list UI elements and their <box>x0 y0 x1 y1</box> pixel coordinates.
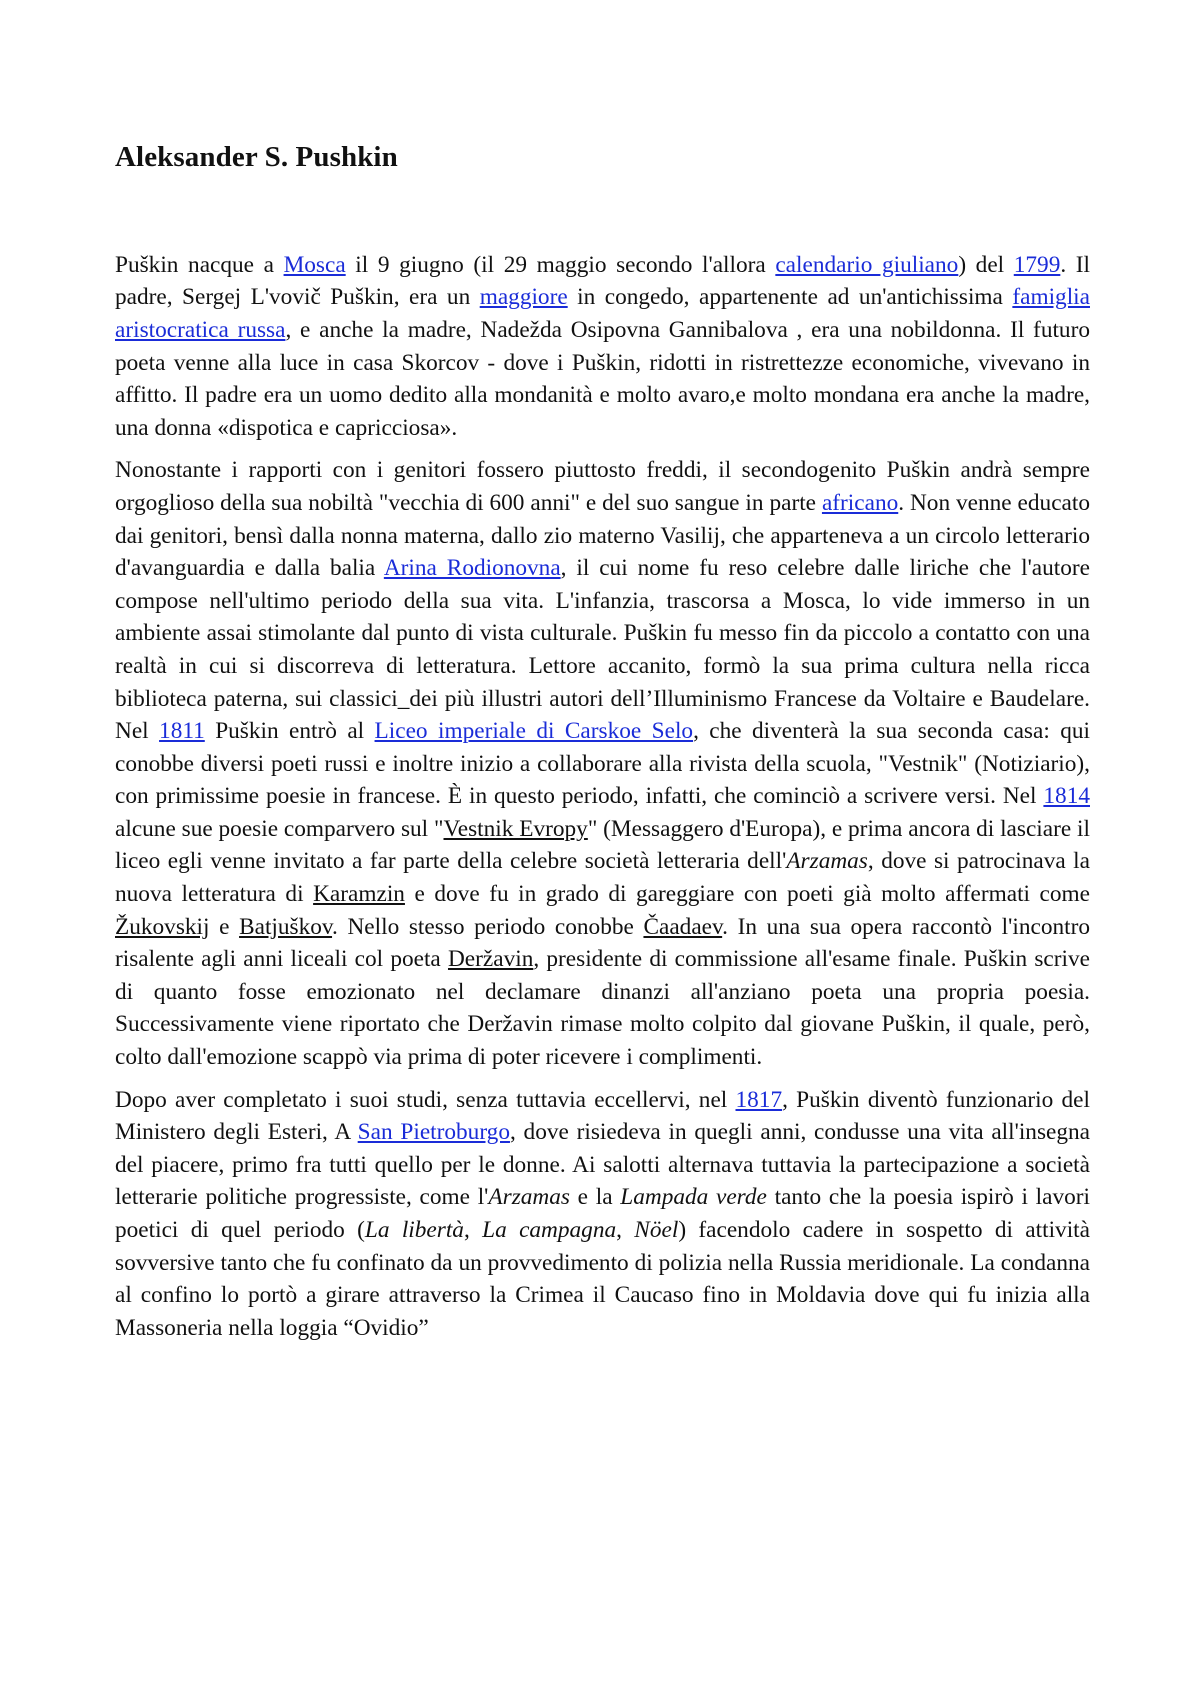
text-run: , il cui nome fu reso celebre dalle liriche che l'autore compose nell'ultimo periodo della sua vita. L'infanzia, trascorsa a Mosca, lo vide immerso in un ambiente assai stimolante dal punto di vista culturale. Puškin fu messo fin da piccolo a contatto con una realtà in cui si discorreva di letteratura. Lettore accanito, formò la sua prima cultura nella ricca biblioteca paterna, sui classici_dei più illustri autori dell’Illuminismo Francese da Voltaire e Baudelare. Nel <box>115 555 1090 745</box>
link-batjuskov[interactable]: Batjuškov <box>239 913 333 940</box>
document-page <box>115 140 1090 1354</box>
text-run: , Puškin diventò funzionario del Ministero degli Esteri, A <box>115 1086 1090 1146</box>
italic-la-liberta: La libertà <box>364 1217 464 1244</box>
text-run: ) facendolo cadere in sospetto di attività sovversive tanto che fu confinato da un provvedimento di polizia nella Russia meridionale. La condanna al confino lo portò a girare attraverso la Crimea il Caucaso fino in Moldavia dove qui fu inizia alla Massoneria nella loggia “Ovidio” <box>115 1217 1090 1341</box>
text-run: , <box>463 1217 483 1244</box>
paragraph-1 <box>115 249 1090 445</box>
link-karamzin[interactable]: Karamzin <box>313 881 405 908</box>
text-run: . Il padre, Sergej L'vovič Puškin, era un <box>115 251 1091 311</box>
link-famiglia-aristocratica-russa[interactable]: famiglia aristocratica russa <box>115 284 1090 343</box>
text-run: , che diventerà la sua seconda casa: qui conobbe diversi poeti russi e inoltre inizio a collaborare alla rivista della scuola, "Vestnik" (Notiziario), con primissime poesie in francese. È in questo periodo, infatti, che cominciò a scrivere versi. Nel <box>115 718 1090 810</box>
text-run: , e anche la madre, Nadežda Osipovna Gannibalova , era una nobildonna. Il futuro poeta venne alla luce in casa Skorcov - dove i Puškin, ridotti in ristrettezze economiche, vivevano in affitto. Il padre era un uomo dedito alla mondanità e molto avaro,e molto mondana era anche la madre, una donna «dispotica e capricciosa». <box>115 316 1090 441</box>
link-derzavin[interactable]: Deržavin <box>447 946 534 973</box>
text-run: ) del <box>958 251 1014 278</box>
link-liceo-imperiale[interactable]: Liceo imperiale di Carskoe Selo <box>374 718 694 745</box>
text-run: , <box>616 1217 635 1244</box>
link-1814[interactable]: 1814 <box>1043 783 1090 810</box>
text-run: , dove risiedeva in quegli anni, condusse una vita all'insegna del piacere, primo fra tutti quello per le donne. Ai salotti alternava tuttavia la partecipazione a società letterarie politiche progressiste, come l' <box>115 1119 1090 1211</box>
paragraph-2 <box>115 454 1090 1073</box>
text-run: . Non venne educato dai genitori, bensì dalla nonna materna, dallo zio materno Vasilij, che apparteneva a un circolo letterario d'avanguardia e dalla balia <box>115 489 1091 582</box>
link-zukovskij[interactable]: Žukovskij <box>115 913 210 940</box>
link-calendario-giuliano[interactable]: calendario giuliano <box>775 251 959 278</box>
link-san-pietroburgo[interactable]: San Pietroburgo <box>357 1119 510 1146</box>
text-run: . Nello stesso periodo conobbe <box>332 913 644 940</box>
link-arina-rodionovna[interactable]: Arina Rodionovna <box>383 555 561 582</box>
text-run: , presidente di commissione all'esame finale. Puškin scrive di quanto fosse emozionato nel declamare dinanzi all'anziano poeta una propria poesia. Successivamente viene riportato che Deržavin rimase molto colpito dal giovane Puškin, il quale, però, colto dall'emozione scappò via prima di poter ricevere i complimenti. <box>115 946 1090 1071</box>
link-1799[interactable]: 1799 <box>1013 251 1061 278</box>
link-mosca[interactable]: Mosca <box>283 251 346 278</box>
italic-la-campagna: La campagna <box>482 1217 617 1244</box>
italic-noel: Nöel <box>634 1217 679 1244</box>
link-africano[interactable]: africano <box>821 489 899 516</box>
text-run: alcune sue poesie comparvero sul " <box>115 815 444 842</box>
text-run: e <box>209 913 240 940</box>
link-1811[interactable]: 1811 <box>159 718 205 745</box>
italic-arzamas: Arzamas <box>786 848 868 875</box>
text-run: il 9 giugno (il 29 maggio secondo l'allora <box>345 251 776 278</box>
link-1817[interactable]: 1817 <box>735 1086 783 1113</box>
text-run: " (Messaggero d'Europa), e prima ancora di lasciare il liceo egli venne invitato a far parte della celebre società letteraria dell' <box>115 815 1090 875</box>
text-run: Nonostante i rapporti con i genitori fossero piuttosto freddi, il secondogenito Puškin andrà sempre orgoglioso della sua nobiltà "vecchia di 600 anni" e del suo sangue in parte <box>115 457 1090 516</box>
text-run: , dove si patrocinava la nuova letteratura di <box>115 848 1090 908</box>
text-run: in congedo, appartenente ad un'antichissima <box>567 284 1013 311</box>
link-caadaev[interactable]: Čaadaev <box>643 913 723 940</box>
paragraph-3 <box>115 1084 1090 1345</box>
link-vestnik-evropy[interactable]: Vestnik Evropy <box>443 815 588 842</box>
text-run: Dopo aver completato i suoi studi, senza tuttavia eccellervi, nel <box>115 1086 736 1113</box>
text-run: Puškin entrò al <box>204 718 375 745</box>
text-run: . In una sua opera raccontò l'incontro risalente agli anni liceali col poeta <box>115 913 1090 973</box>
italic-arzamas: Arzamas <box>488 1184 570 1211</box>
text-run: Puškin nacque a <box>115 251 284 278</box>
text-run: tanto che la poesia ispirò i lavori poetici di quel periodo ( <box>115 1184 1091 1244</box>
text-run: e dove fu in grado di gareggiare con poeti già molto affermati come <box>404 881 1090 908</box>
link-maggiore[interactable]: maggiore <box>479 284 568 311</box>
italic-lampada-verde: Lampada verde <box>620 1184 767 1211</box>
document-title: Aleksander S. Pushkin <box>115 141 398 173</box>
text-run: e la <box>569 1184 621 1211</box>
